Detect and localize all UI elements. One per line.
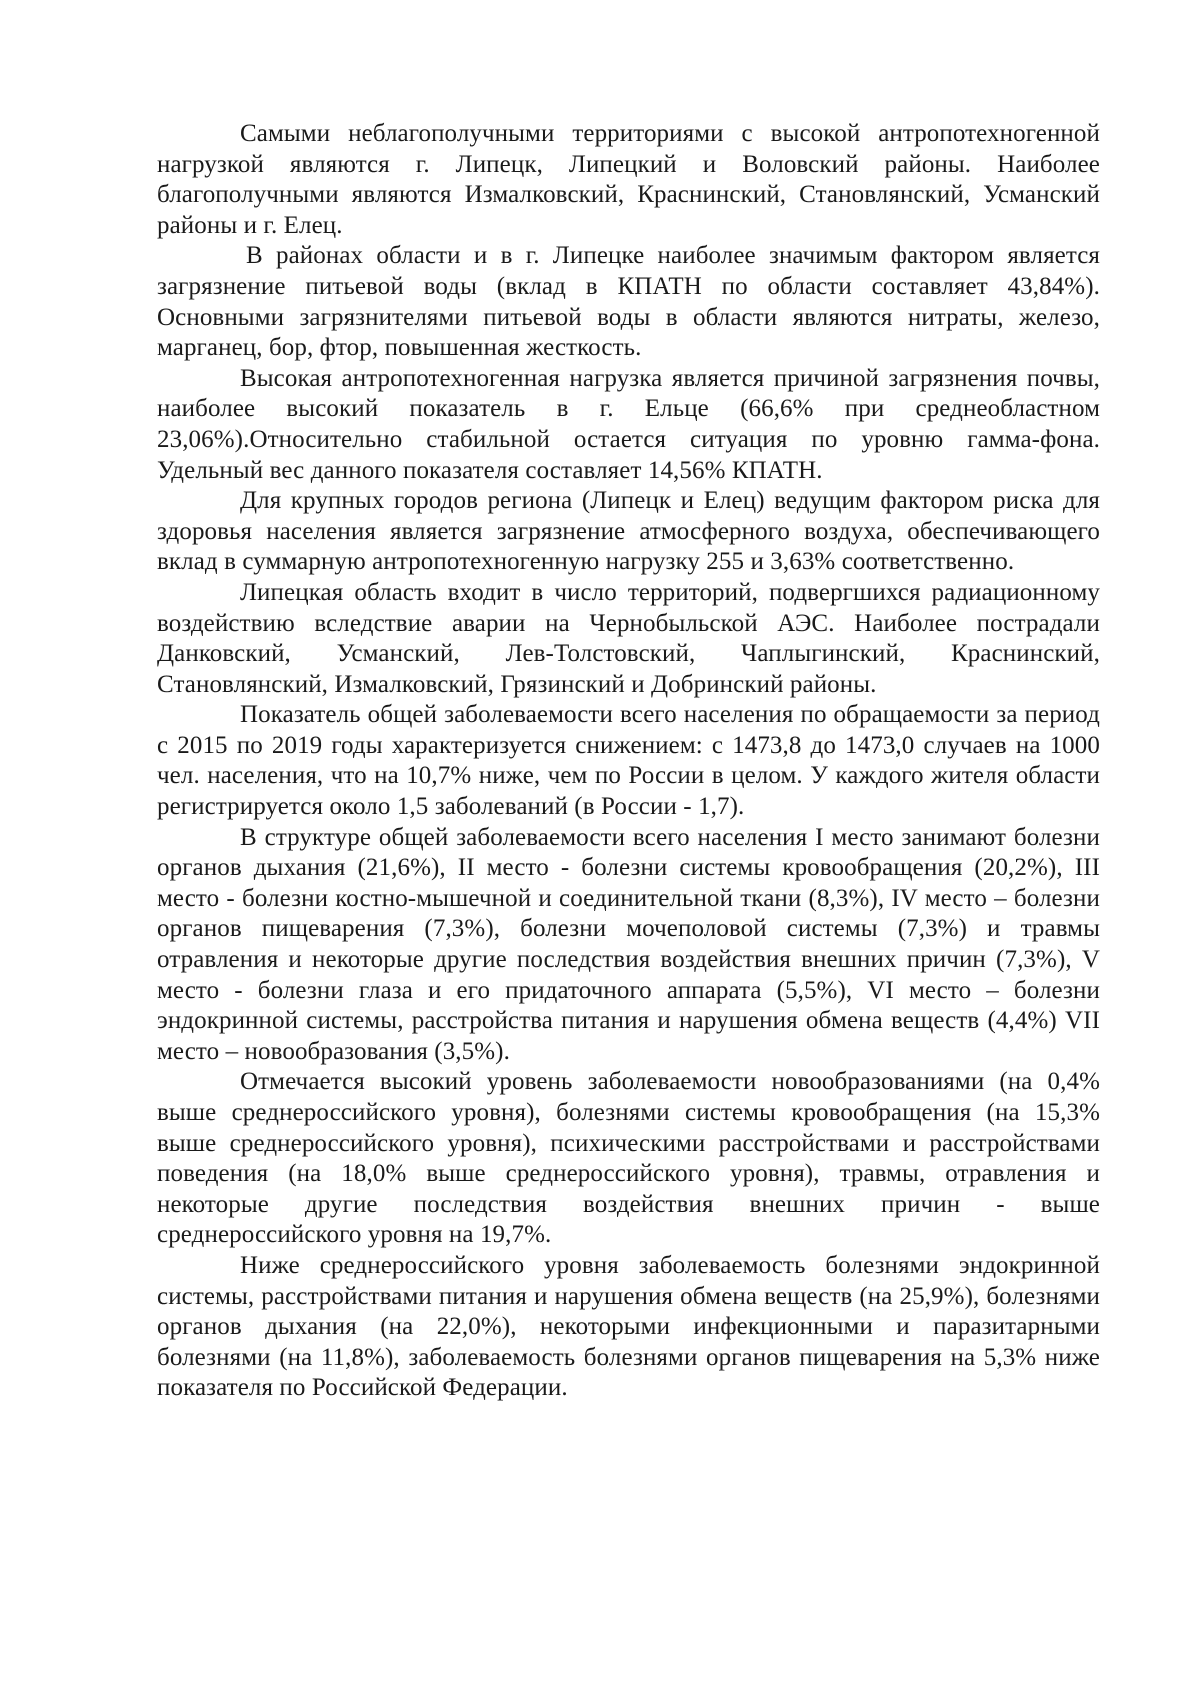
document-body	[157, 119, 1100, 1404]
paragraph-5: Липецкая область входит в число территорий, подвергшихся радиационному воздействию вследствие аварии на Чернобыльской АЭС. Наиболее пострадали Данковский, Усманский, Лев-Толстовский, Чаплыгинский, Краснинский, Становлянский, Измалковский, Грязинский и Добринский районы.	[157, 578, 1100, 698]
paragraph-4: Для крупных городов региона (Липецк и Елец) ведущим фактором риска для здоровья населения является загрязнение атмосферного воздуха, обеспечивающего вклад в суммарную антропотехногенную нагрузку 255 и 3,63% соответственно.	[157, 487, 1100, 576]
paragraph-7: В структуре общей заболеваемости всего населения I место занимают болезни органов дыхания (21,6%), II место - болезни системы кровообращения (20,2%), III место - болезни костно-мышечной и соединительной ткани (8,3%), IV место – болезни органов пищеварения (7,3%), болезни мочеполовой системы (7,3%) и травмы отравления и некоторые другие последствия воздействия внешних причин (7,3%), V место - болезни глаза и его придаточного аппарата (5,5%), VI место – болезни эндокринной системы, расстройства питания и нарушения обмена веществ (4,4%) VII место – новообразования (3,5%).	[157, 823, 1100, 1065]
paragraph-2: В районах области и в г. Липецке наиболее значимым фактором является загрязнение питьевой воды (вклад в КПАТН по области составляет 43,84%). Основными загрязнителями питьевой воды в области являются нитраты, железо, марганец, бор, фтор, повышенная жесткость.	[157, 242, 1100, 362]
paragraph-1: Самыми неблагополучными территориями с высокой антропотехногенной нагрузкой являются г. Липецк, Липецкий и Воловский районы. Наиболее благополучными являются Измалковский, Краснинский, Становлянский, Усманский районы и г. Елец.	[157, 120, 1100, 239]
paragraph-3: Высокая антропотехногенная нагрузка является причиной загрязнения почвы, наиболее высокий показатель в г. Ельце (66,6% при среднеобластном 23,06%).Относительно стабильной остается ситуация по уровню гамма-фона. Удельный вес данного показателя составляет 14,56% КПАТН.	[157, 364, 1100, 484]
paragraph-8: Отмечается высокий уровень заболеваемости новообразованиями (на 0,4% выше среднероссийского уровня), болезнями системы кровообращения (на 15,3% выше среднероссийского уровня), психическими расстройствами и расстройствами поведения (на 18,0% выше среднероссийского уровня), травмы, отравления и некоторые другие последствия воздействия внешних причин - выше среднероссийского уровня на 19,7%.	[157, 1068, 1100, 1249]
paragraph-6: Показатель общей заболеваемости всего населения по обращаемости за период с 2015 по 2019 годы характеризуется снижением: с 1473,8 до 1473,0 случаев на 1000 чел. населения, что на 10,7% ниже, чем по России в целом. У каждого жителя области регистрируется около 1,5 заболеваний (в России - 1,7).	[157, 701, 1100, 821]
paragraph-9: Ниже среднероссийского уровня заболеваемость болезнями эндокринной системы, расстройствами питания и нарушения обмена веществ (на 25,9%), болезнями органов дыхания (на 22,0%), некоторыми инфекционными и паразитарными болезнями (на 11,8%), заболеваемость болезнями органов пищеварения на 5,3% ниже показателя по Российской Федерации.	[157, 1251, 1100, 1402]
